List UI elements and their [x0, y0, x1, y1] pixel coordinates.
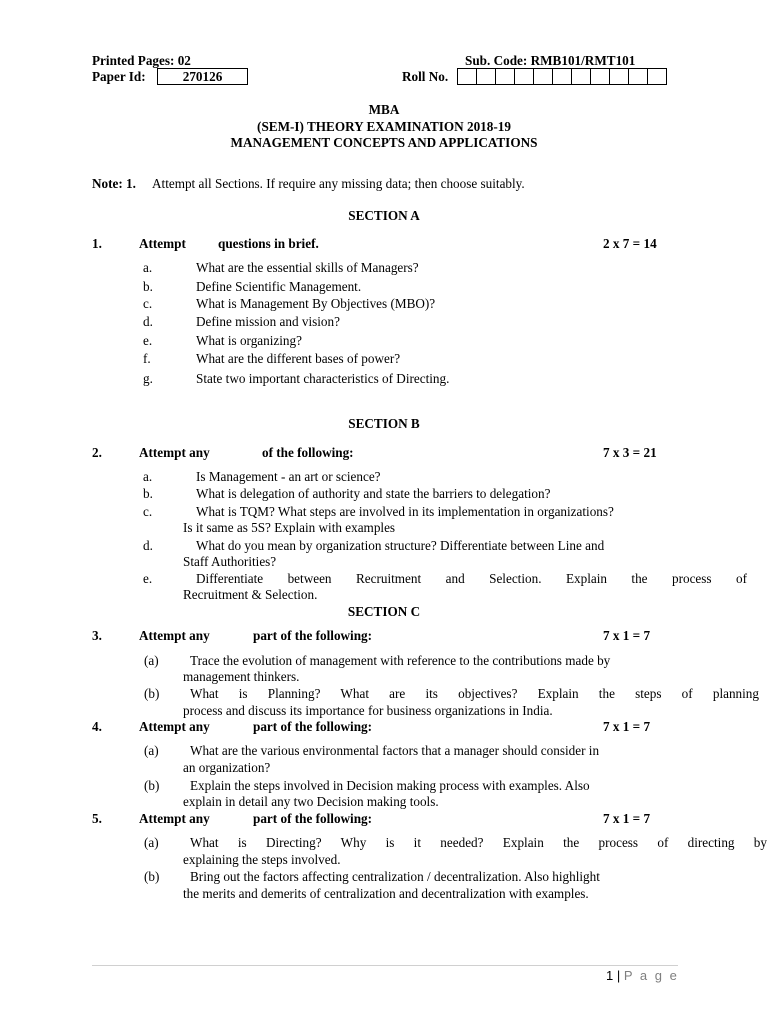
item-label: f. — [143, 351, 151, 366]
item-label: (b) — [144, 869, 160, 884]
page-number: 1 — [606, 968, 614, 983]
question-number: 4. — [92, 719, 102, 734]
item-text-cont: Staff Authorities? — [183, 554, 277, 569]
question-number: 5. — [92, 811, 102, 826]
item-text: Define Scientific Management. — [196, 279, 362, 294]
item-label: a. — [143, 469, 153, 484]
item-label: c. — [143, 504, 153, 519]
item-label: (b) — [144, 778, 160, 793]
question-marks: 7 x 1 = 7 — [603, 719, 651, 734]
question-attempt: Attempt — [139, 236, 186, 251]
question-marks: 2 x 7 = 14 — [603, 236, 657, 251]
item-text-cont: explaining the steps involved. — [183, 852, 341, 867]
question-number: 1. — [92, 236, 102, 251]
item-text-cont: process and discuss its importance for business organizations in India. — [183, 703, 553, 718]
question-instruction: questions in brief. — [218, 236, 319, 251]
printed-pages: Printed Pages: 02 — [92, 53, 191, 68]
item-label: b. — [143, 279, 153, 294]
roll-no-cell — [628, 68, 648, 85]
item-label: d. — [143, 538, 153, 553]
roll-no-cell — [476, 68, 496, 85]
item-label: e. — [143, 333, 153, 348]
section-b-heading: SECTION B — [348, 416, 420, 431]
item-text-cont: explain in detail any two Decision making tools. — [183, 794, 439, 809]
question-instruction: part of the following: — [253, 628, 373, 643]
item-text: Explain the steps involved in Decision making process with examples. Also — [190, 778, 590, 793]
question-attempt: Attempt any — [139, 628, 210, 643]
item-text: What are the essential skills of Managers? — [196, 260, 419, 275]
question-instruction: part of the following: — [253, 719, 373, 734]
item-label: (a) — [144, 743, 159, 758]
item-label: a. — [143, 260, 153, 275]
item-text: What is organizing? — [196, 333, 302, 348]
item-text: What is delegation of authority and state the barriers to delegation? — [196, 486, 551, 501]
item-text-cont: an organization? — [183, 760, 271, 775]
question-attempt: Attempt any — [139, 719, 210, 734]
footer-rule — [92, 965, 678, 966]
question-instruction: part of the following: — [253, 811, 373, 826]
page-word: P a g e — [623, 968, 679, 983]
question-instruction: of the following: — [262, 445, 354, 460]
item-label: g. — [143, 371, 153, 386]
item-text: What are the various environmental factors that a manager should consider in — [190, 743, 600, 758]
page-footer — [606, 968, 679, 983]
item-text: What is Planning? What are its objectives? Explain the steps of planning — [190, 686, 759, 701]
item-text-cont: the merits and demerits of centralization and decentralization with examples. — [183, 886, 589, 901]
item-label: d. — [143, 314, 153, 329]
item-text-cont: Is it same as 5S? Explain with examples — [183, 520, 396, 535]
page-separator: | — [616, 968, 621, 983]
item-text: Is Management - an art or science? — [196, 469, 381, 484]
roll-no-cell — [552, 68, 572, 85]
roll-no-cell — [457, 68, 477, 85]
item-label: b. — [143, 486, 153, 501]
question-number: 3. — [92, 628, 102, 643]
roll-no-boxes — [457, 68, 667, 85]
item-text: Bring out the factors affecting centralization / decentralization. Also highlight — [190, 869, 600, 884]
item-text: Define mission and vision? — [196, 314, 340, 329]
item-text: Trace the evolution of management with reference to the contributions made by — [190, 653, 611, 668]
question-marks: 7 x 1 = 7 — [603, 628, 651, 643]
item-text: State two important characteristics of Directing. — [196, 371, 450, 386]
subject-title: MANAGEMENT CONCEPTS AND APPLICATIONS — [230, 135, 538, 150]
item-text: Differentiate between Recruitment and Selection. Explain the process of — [196, 571, 747, 586]
program-title: MBA — [368, 102, 400, 117]
roll-no-cell — [590, 68, 610, 85]
roll-no-cell — [609, 68, 629, 85]
roll-no-cell — [495, 68, 515, 85]
item-label: e. — [143, 571, 153, 586]
section-c-heading: SECTION C — [347, 604, 421, 619]
question-attempt: Attempt any — [139, 811, 210, 826]
section-a-heading: SECTION A — [348, 208, 420, 223]
roll-no-cell — [533, 68, 553, 85]
roll-no-label: Roll No. — [402, 69, 449, 84]
note-text: Attempt all Sections. If require any missing data; then choose suitably. — [152, 176, 525, 191]
roll-no-cell — [647, 68, 667, 85]
subject-code: Sub. Code: RMB101/RMT101 — [465, 53, 636, 68]
item-text: What is Directing? Why is it needed? Explain the process of directing by — [190, 835, 767, 850]
item-label: c. — [143, 296, 153, 311]
item-label: (b) — [144, 686, 160, 701]
item-text: What is TQM? What steps are involved in its implementation in organizations? — [196, 504, 614, 519]
question-marks: 7 x 3 = 21 — [603, 445, 657, 460]
item-text-cont: management thinkers. — [183, 669, 300, 684]
item-text: What are the different bases of power? — [196, 351, 401, 366]
note-label: Note: 1. — [92, 176, 136, 191]
roll-no-cell — [514, 68, 534, 85]
roll-no-cell — [571, 68, 591, 85]
item-label: (a) — [144, 653, 159, 668]
question-marks: 7 x 1 = 7 — [603, 811, 651, 826]
item-text: What is Management By Objectives (MBO)? — [196, 296, 436, 311]
question-number: 2. — [92, 445, 102, 460]
paper-id-label: Paper Id: — [92, 69, 146, 84]
item-label: (a) — [144, 835, 159, 850]
exam-title: (SEM-I) THEORY EXAMINATION 2018-19 — [257, 119, 511, 134]
question-attempt: Attempt any — [139, 445, 210, 460]
paper-id-box: 270126 — [157, 68, 248, 85]
item-text-cont: Recruitment & Selection. — [183, 587, 318, 602]
item-text: What do you mean by organization structure? Differentiate between Line and — [196, 538, 605, 553]
